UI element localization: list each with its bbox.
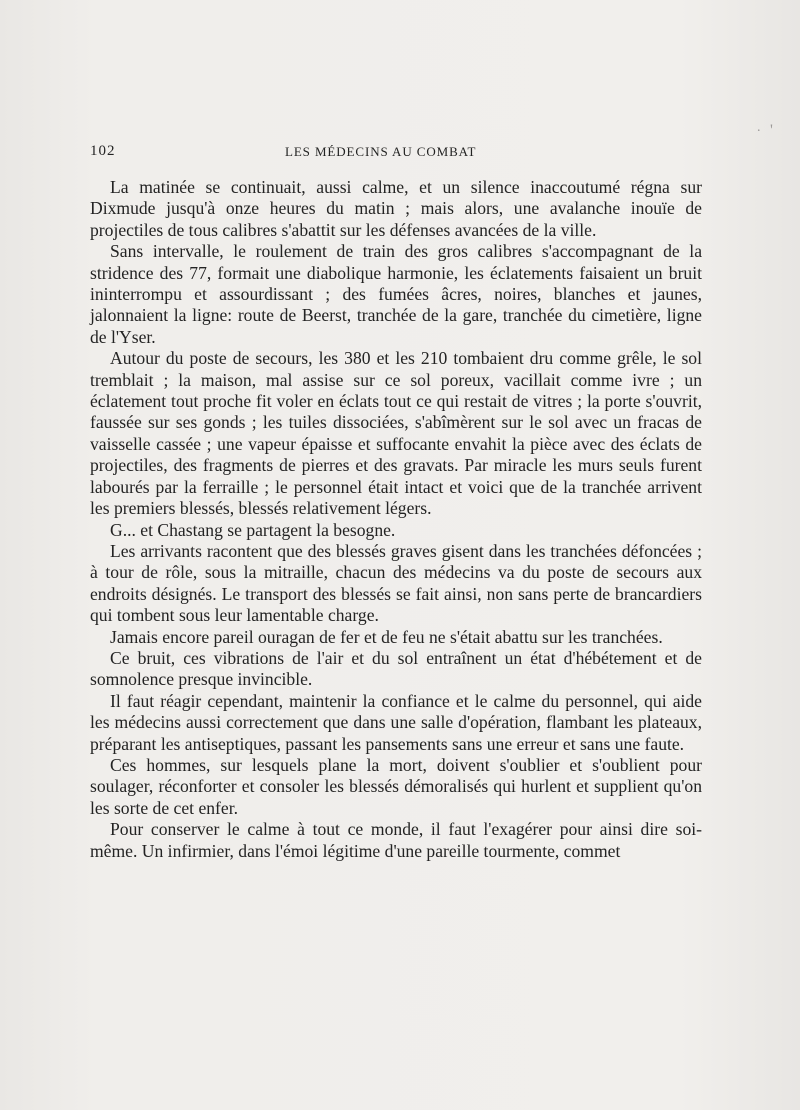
page-number: 102 [90,143,116,159]
paragraph: G... et Chastang se partagent la besogne. [110,519,396,540]
paragraph: Autour du poste de secours, les 380 et les 210 tombaient dru comme grêle, le sol tremblait ; la maison, mal assise sur ce sol poreux, vacillait comme ivre ; un éclatement tout proche fit voler en éclats tout ce qui restait de vitres ; la porte s'ouvrit, faussée sur ses gonds ; les tuiles dissociées, s'abîmèrent sur le sol avec un fracas de vaisselle cassée ; une vapeur épaisse et suffocante envahit la pièce avec des éclats de projectiles, des fragments de pierres et des gravats. Par miracle les murs seuls furent labourés par la ferraille ; le personnel était intact et voici que de la tranchée arrivent les premiers blessés, blessés relativement légers. [90,348,702,519]
running-title: LES MÉDECINS AU COMBAT [285,144,477,159]
paragraph: Ce bruit, ces vibrations de l'air et du sol entraînent un état d'hébétement et de somnolence presque invincible. [90,647,702,690]
scan-mark: ' [770,122,773,139]
paragraph: Sans intervalle, le roulement de train des gros calibres s'accompagnant de la stridence des 77, formait une diabolique harmonie, les éclatements faisaient un bruit ininterrompu et assourdissant ; des fumées âcres, noires, blanches et jaunes, jalonnaient la ligne: route de Beerst, tranchée de la gare, tranchée du cimetière, ligne de l'Yser. [90,241,702,347]
body-text [90,177,702,862]
paragraph: Les arrivants racontent que des blessés graves gisent dans les tranchées défoncées ; à tour de rôle, sous la mitraille, chacun des médecins va du poste de secours aux endroits désignés. Le transport des blessés se fait ainsi, non sans perte de brancardiers qui tombent sous leur lamentable charge. [90,540,702,626]
scan-mark: . [757,120,761,135]
paragraph: La matinée se continuait, aussi calme, et un silence inaccoutumé régna sur Dixmude jusqu'à onze heures du matin ; mais alors, une avalanche inouïe de projectiles de tous calibres s'abattit sur les défenses avancées de la ville. [90,177,702,240]
paragraph: Pour conserver le calme à tout ce monde, il faut l'exagérer pour ainsi dire soi-même. Un infirmier, dans l'émoi légitime d'une pareille tourmente, commet [90,819,702,861]
paragraph: Ces hommes, sur lesquels plane la mort, doivent s'oublier et s'oublient pour soulager, réconforter et consoler les blessés démoralisés qui hurlent et supplient qu'on les sorte de cet enfer. [90,754,702,818]
paragraph: Il faut réagir cependant, maintenir la confiance et le calme du personnel, qui aide les médecins aussi correctement que dans une salle d'opération, flambant les plateaux, préparant les antiseptiques, passant les pansements sans une erreur et sans une faute. [90,690,702,754]
paragraph: Jamais encore pareil ouragan de fer et de feu ne s'était abattu sur les tranchées. [110,626,663,647]
page-header [90,143,702,163]
